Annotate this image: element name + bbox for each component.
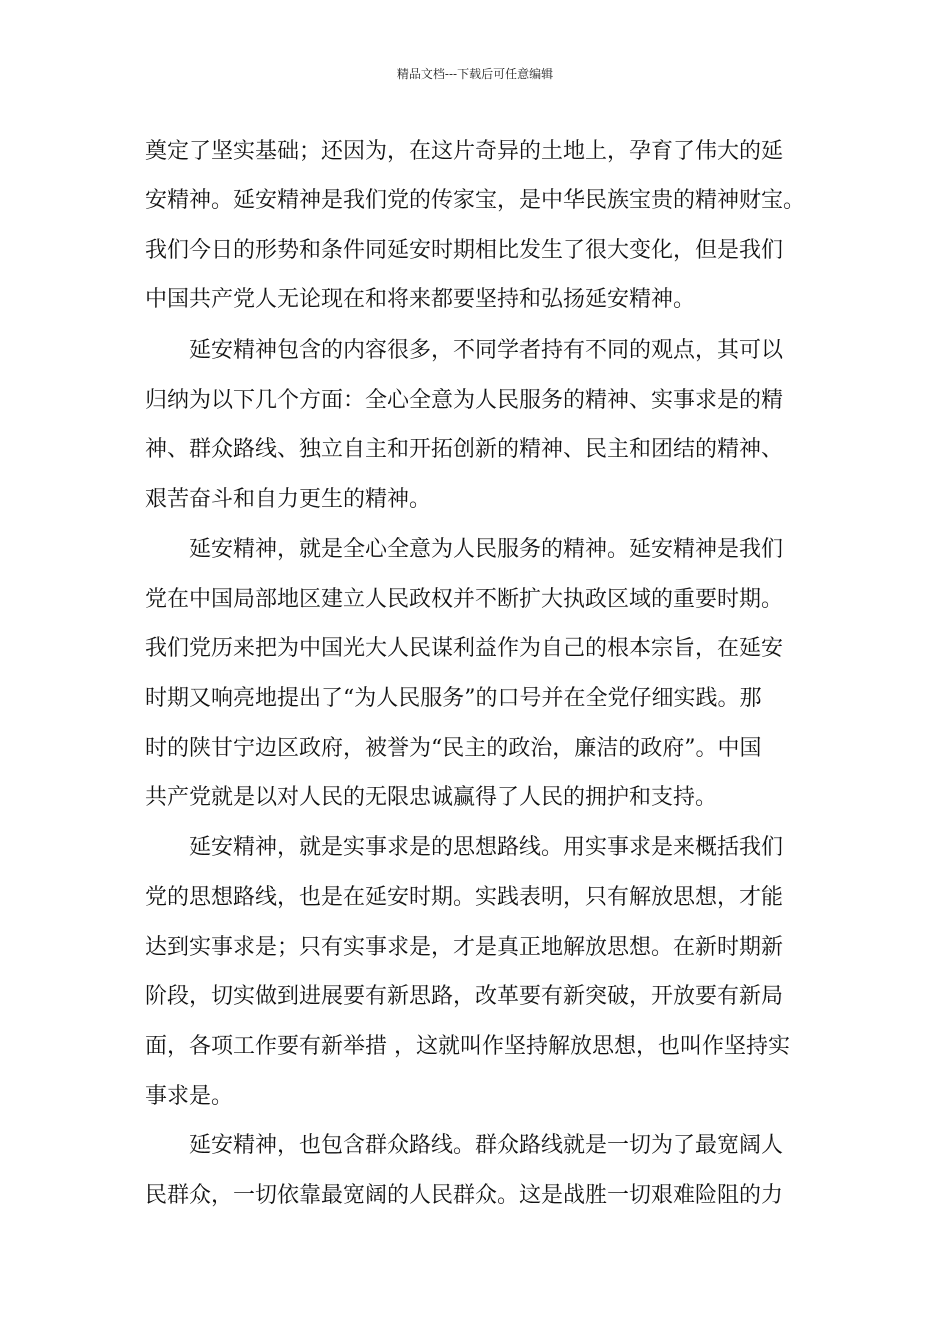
text-line: 归纳为以下几个方面：全心全意为人民服务的精神、实事求是的精 xyxy=(145,388,784,413)
text-line: 奠定了坚实基础；还因为，在这片奇异的土地上，孕育了伟大的延 xyxy=(145,139,784,164)
text-line: 时的陕甘宁边区政府，被誉为“民主的政治，廉洁的政府”。中国 xyxy=(145,736,762,761)
paragraph-first-line: 延安精神，也包含群众路线。群众路线就是一切为了最宽阔人 xyxy=(189,1133,784,1158)
text-line: 安精神。延安精神是我们党的传家宝，是中华民族宝贵的精神财宝。 xyxy=(145,188,806,213)
text-line: 党在中国局部地区建立人民政权并不断扩大执政区域的重要时期。 xyxy=(145,587,784,612)
paragraph-first-line: 延安精神包含的内容很多，不同学者持有不同的观点，其可以 xyxy=(189,338,784,363)
text-line: 达到实事求是；只有实事求是，才是真正地解放思想。在新时期新 xyxy=(145,935,784,960)
text-line: 我们党历来把为中国光大人民谋利益作为自己的根本宗旨，在延安 xyxy=(145,636,784,661)
paragraph-first-line: 延安精神，就是实事求是的思想路线。用实事求是来概括我们 xyxy=(189,835,784,860)
text-line: 事求是。 xyxy=(145,1084,234,1109)
text-line: 民群众，一切依靠最宽阔的人民群众。这是战胜一切艰难险阻的力 xyxy=(145,1183,784,1208)
text-line: 时期又响亮地提出了“为人民服务”的口号并在全党仔细实践。那 xyxy=(145,686,762,711)
text-line: 阶段，切实做到进展要有新思路，改革要有新突破，开放要有新局 xyxy=(145,984,784,1009)
paragraph-first-line: 延安精神，就是全心全意为人民服务的精神。延安精神是我们 xyxy=(189,537,784,562)
text-line: 艰苦奋斗和自力更生的精神。 xyxy=(145,487,432,512)
page-header: 精品文档---下载后可任意编辑 xyxy=(396,67,554,81)
text-line: 共产党就是以对人民的无限忠诚赢得了人民的拥护和支持。 xyxy=(145,785,718,810)
text-line: 党的思想路线，也是在延安时期。实践表明，只有解放思想，才能 xyxy=(145,885,784,910)
text-line: 我们今日的形势和条件同延安时期相比发生了很大变化，但是我们 xyxy=(145,238,784,263)
text-line: 神、群众路线、独立自主和开拓创新的精神、民主和团结的精神、 xyxy=(145,437,784,462)
text-line: 中国共产党人无论现在和将来都要坚持和弘扬延安精神。 xyxy=(145,287,696,312)
text-line: 面，各项工作要有新举措 ，这就叫作坚持解放思想，也叫作坚持实 xyxy=(145,1034,790,1059)
